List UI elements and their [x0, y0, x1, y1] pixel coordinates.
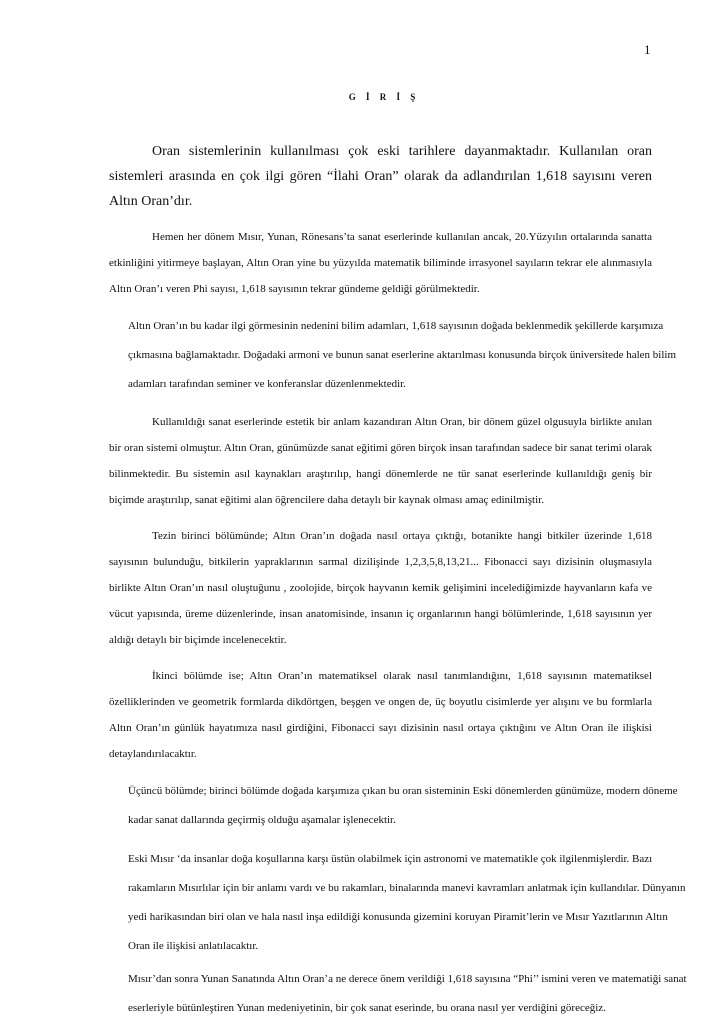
paragraph-nature: Altın Oran’ın bu kadar ilgi görmesinin nedenini bilim adamları, 1,618 sayısının doğada beklenmedik şekillerde karşımıza çıkmasına bağlamaktadır. Doğadaki armoni ve bunun sanat eserlerine aktarılması konusunda birçok üniversitede halen bilim adamları tarafından seminer ve konferanslar düzenlenmektedir.	[128, 320, 677, 390]
paragraph-chapter-three: Üçüncü bölümde; birinci bölümde doğada karşımıza çıkan bu oran sisteminin Eski dönemlerden günümüze, modern döneme kadar sanat dallarında geçirmiş olduğu aşamalar işlenecektir.	[128, 785, 678, 826]
chapter-heading: G İ R İ Ş	[348, 92, 420, 102]
paragraph-egypt: Eski Mısır ‘da insanlar doğa koşullarına karşı üstün olabilmek için astronomi ve matematikle çok ilgilenmişlerdir. Bazı rakamların Mısırlılar için bir anlamı vardı ve bu rakamları, binalarında manevi kavramları anlatmak için kullandılar. Dünyanın yedi harikasından biri olan ve hala nasıl inşa edildiği konusunda gizemini koruyan Piramit’lerin ve Mısır Yazıtlarının Altın Oran ile ilişkisi anlatılacaktır.	[128, 853, 686, 952]
paragraph-intro: Oran sistemlerinin kullanılması çok eski tarihlere dayanmaktadır. Kullanılan oran sistemleri arasında en çok ilgi gören “İlahi Oran” olarak da adlandırılan 1,618 sayısını veren Altın Oran’dır.	[109, 144, 652, 209]
page-number: 1	[644, 42, 651, 57]
paragraph-history: Hemen her dönem Mısır, Yunan, Rönesans’ta sanat eserlerinde kullanılan ancak, 20.Yüzyılın ortalarında sanatta etkinliğini yitirmeye başlayan, Altın Oran yine bu yüzyılda matematik biliminde irrasyonel sayıların tekrar ele alınmasıyla Altın Oran’ı veren Phi sayısı, 1,618 sayısının tekrar gündeme geldiği görülmektedir.	[109, 231, 652, 295]
paragraph-greece: Mısır’dan sonra Yunan Sanatında Altın Oran’a ne derece önem verildiği 1,618 sayısına “Phi’’ ismini veren ve matematiği sanat eserleriyle bütünleştiren Yunan medeniyetinin, bir çok sanat eserinde, bu orana nasıl yer verdiğini göreceğiz.	[128, 973, 687, 1014]
paragraph-chapter-two: İkinci bölümde ise; Altın Oran’ın matematiksel olarak nasıl tanımlandığını, 1,618 sayısının matematiksel özelliklerinden ve geometrik formlarda dikdörtgen, beşgen ve ongen de, üç boyutlu cisimlerde yer alışını ve bu formlarla Altın Oran’ın günlük hayatımıza nasıl girdiğini, Fibonacci sayı dizisinin nasıl ortaya çıktığını ve Altın Oran ile ilişkisi detaylandırılacaktır.	[109, 670, 652, 760]
document-body	[109, 139, 687, 1033]
paragraph-purpose: Kullanıldığı sanat eserlerinde estetik bir anlam kazandıran Altın Oran, bir dönem güzel olgusuyla birlikte anılan bir oran sistemi olmuştur. Altın Oran, günümüzde sanat eğitimi gören birçok insan tarafından sadece bir sanat terimi olarak bilinmektedir. Bu sistemin asıl kaynakları araştırılıp, hangi dönemlerde ne tür sanat eserlerinde kullanıldığı geniş bir biçimde araştırılıp, sanat eğitimi alan öğrencilere daha detaylı bir kaynak olması amaç edinilmiştir.	[109, 416, 652, 506]
paragraph-chapter-one: Tezin birinci bölümünde; Altın Oran’ın doğada nasıl ortaya çıktığı, botanikte hangi bitkiler üzerinde 1,618 sayısının bulunduğu, bitkilerin yapraklarının sarmal dizilişinde 1,2,3,5,8,13,21... Fibonacci sayı dizisinin oluşmasıyla birlikte Altın Oran’ın nasıl oluştuğunu , zoolojide, birçok hayvanın kemik gelişimini incelediğimizde hayvanların kafa ve vücut yapısında, üreme düzenlerinde, insan anatomisinde, insanın iç organlarının hangi bölümlerinde, 1,618 sayısının yer aldığı detaylı bir biçimde incelenecektir.	[109, 530, 652, 646]
